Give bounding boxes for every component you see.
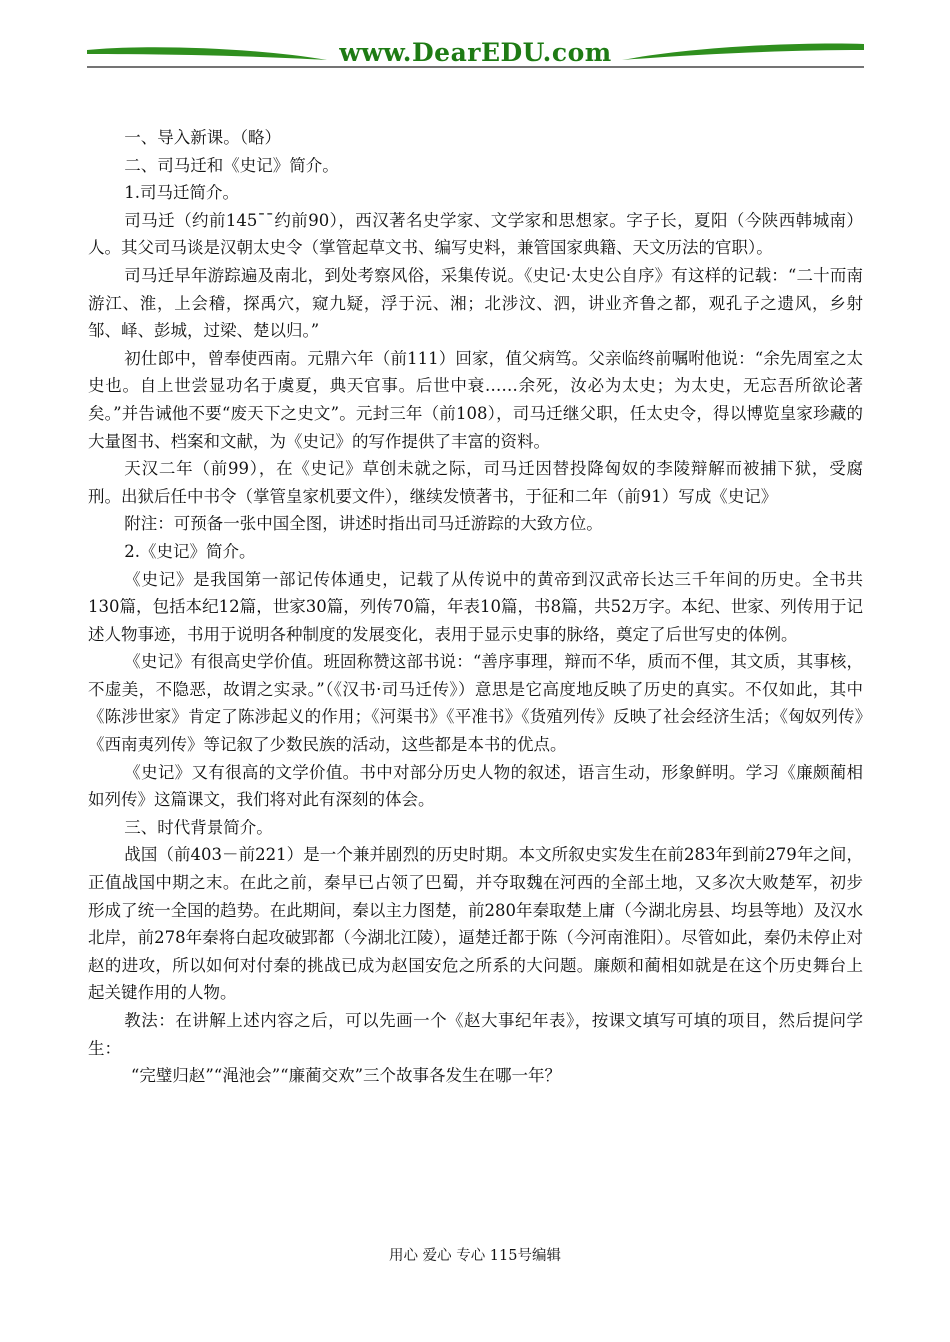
paragraph: 2.《史记》简介。 (124, 541, 256, 561)
site-header (87, 38, 864, 74)
paragraph: 三、时代背景简介。 (124, 817, 273, 837)
paragraph: 天汉二年（前99），在《史记》草创未就之际，司马迁因替投降匈奴的李陵辩解而被捕下狱，受腐刑。出狱后任中书令（掌管皇家机要文件），继续发愤著书，于征和二年（前91）写成《史记》 (88, 459, 863, 506)
paragraph: 《史记》有很高史学价值。班固称赞这部书说：“善序事理，辩而不华，质而不俚，其文质，其事核，不虚美，不隐恶，故谓之实录。”（《汉书·司马迁传》）意思是它高度地反映了历史的真实。不仅如此，其中《陈涉世家》肯定了陈涉起义的作用；《河渠书》《平准书》《货殖列传》反映了社会经济生活；《匈奴列传》《西南夷列传》等记叙了少数民族的活动，这些都是本书的优点。 (88, 652, 863, 755)
paragraph: 教法：在讲解上述内容之后，可以先画一个《赵大事纪年表》，按课文填写可填的项目，然后提问学生： (88, 1011, 863, 1058)
paragraph: 附注：可预备一张中国全图，讲述时指出司马迁游踪的大致方位。 (124, 514, 603, 534)
paragraph: 一、导入新课。（略） (124, 128, 282, 147)
paragraph: “完璧归赵”“渑池会”“廉蔺交欢”三个故事各发生在哪一年？ (130, 1066, 562, 1086)
paragraph: 二、司马迁和《史记》简介。 (124, 155, 339, 175)
paragraph: 初仕郎中，曾奉使西南。元鼎六年（前111）回家，值父病笃。父亲临终前嘱咐他说：“余先周室之太史也。自上世尝显功名于虞夏，典天官事。后世中衰……余死，汝必为太史；为太史，无忘吾所欲论著矣。”并告诫他不要“废天下之史文”。元封三年（前108），司马迁继父职，任太史令，得以博览皇家珍藏的大量图书、档案和文献，为《史记》的写作提供了丰富的资料。 (88, 348, 863, 451)
page-footer: 用心 爱心 专心 115号编辑 (388, 1248, 561, 1264)
paragraph: 1.司马迁简介。 (124, 183, 240, 203)
paragraph: 战国（前403－前221）是一个兼并剧烈的历史时期。本文所叙史实发生在前283年到前279年之间，正值战国中期之末。在此之前，秦早已占领了巴蜀，并夺取魏在河西的全部土地，又多次大败楚军，初步形成了统一全国的趋势。在此期间，秦以主力图楚，前280年秦取楚上庸（今湖北房县、均县等地）及汉水北岸，前278年秦将白起攻破郢都（今湖北江陵），逼楚迁都于陈（今河南淮阳）。尽管如此，秦仍未停止对赵的进攻，所以如何对付秦的挑战已成为赵国安危之所系的大问题。廉颇和蔺相如就是在这个历史舞台上起关键作用的人物。 (88, 845, 863, 1003)
paragraph: 司马迁（约前145¯¯约前90），西汉著名史学家、文学家和思想家。字子长，夏阳（今陕西韩城南）人。其父司马谈是汉朝太史令（掌管起草文书、编写史料，兼管国家典籍、天文历法的官职）。 (88, 210, 863, 258)
document-body (88, 124, 863, 1090)
paragraph: 《史记》又有很高的文学价值。书中对部分历史人物的叙述，语言生动，形象鲜明。学习《廉颇蔺相如列传》这篇课文，我们将对此有深刻的体会。 (88, 762, 863, 810)
paragraph: 《史记》是我国第一部记传体通史，记载了从传说中的黄帝到汉武帝长达三千年间的历史。全书共130篇，包括本纪12篇，世家30篇，列传70篇，年表10篇，书8篇，共52万字。本纪、世家、列传用于记述人物事迹，书用于说明各种制度的发展变化，表用于显示史事的脉络，奠定了后世写史的体例。 (88, 569, 863, 644)
site-title: www.DearEDU.com (339, 38, 612, 67)
paragraph: 司马迁早年游踪遍及南北，到处考察风俗，采集传说。《史记·太史公自序》有这样的记载：“二十而南游江、淮，上会稽，探禹穴，窥九疑，浮于沅、湘；北涉汶、泗，讲业齐鲁之都，观孔子之遗风，乡射邹、峄、彭城，过梁、楚以归。” (88, 265, 863, 341)
